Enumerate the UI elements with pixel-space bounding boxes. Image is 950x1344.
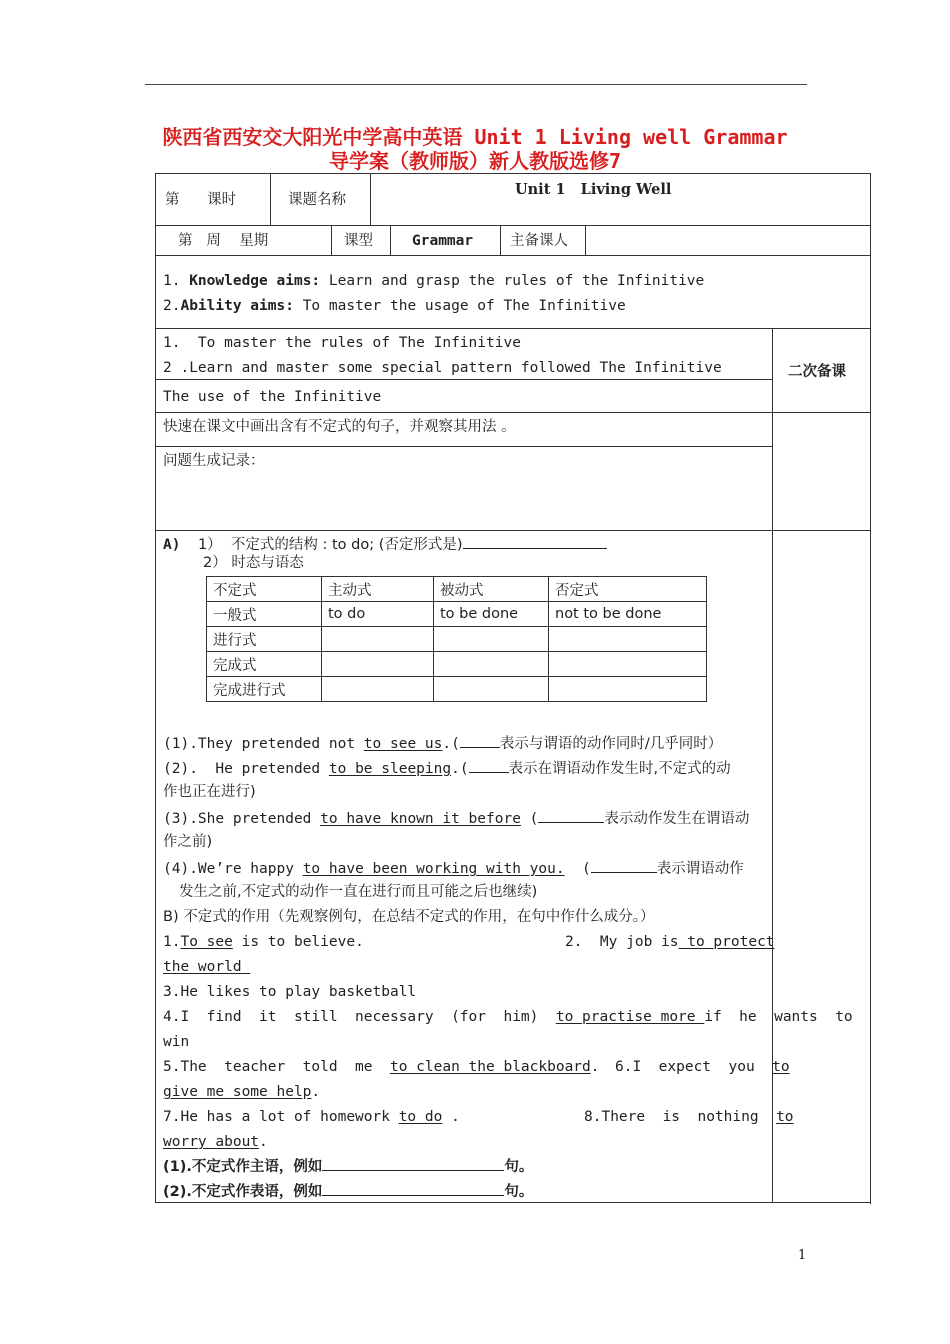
answer-blank[interactable] [469,758,509,773]
table-row [207,602,707,627]
table-cell: to do [322,602,434,627]
sentence-6: 6.I expect you to [615,1059,790,1075]
table-cell[interactable] [549,677,707,702]
topic-value: Unit 1 Living Well [515,181,672,198]
sentence-3: 3.He likes to play basketball [163,984,417,1000]
ability-aims: 2.Ability aims: To master the usage of The Infinitive [163,298,626,314]
table-cell[interactable] [549,652,707,677]
table-cell: 进行式 [207,627,322,652]
knowledge-aims: 1. Knowledge aims: Learn and grasp the rules of the Infinitive [163,273,705,289]
problem-record-label: 问题生成记录： [163,453,265,469]
sentence-2: 2. My job is to protect [565,934,775,950]
answer-blank[interactable] [322,1156,504,1171]
table-cell: 完成进行式 [207,677,322,702]
sentence-8: 8.There is nothing to [584,1109,794,1125]
answer-blank[interactable] [538,808,604,823]
doc-title-line1: 陕西省西安交大阳光中学高中英语 Unit 1 Living well Grammar [162,125,788,149]
example-2-cont: 作也正在进行) [163,784,256,800]
table-cell[interactable] [322,652,434,677]
focus-line-1: 1. To master the rules of The Infinitive [163,335,521,351]
table-cell: 一般式 [207,602,322,627]
sentence-2-cont: the world [163,959,251,975]
section-b-heading: B) 不定式的作用（先观察例句，在总结不定式的作用，在句中作什么成分。） [163,909,655,925]
lesson-label: 第 课时 [165,192,237,208]
table-row [207,627,707,652]
table-row [207,677,707,702]
answer-blank[interactable] [460,733,500,748]
table-cell: to be done [434,602,549,627]
table-cell: not to be done [549,602,707,627]
table-cell: 主动式 [322,577,434,602]
table-cell[interactable] [549,627,707,652]
week-label: 第 周 星期 [178,233,269,249]
sentence-5: 5.The teacher told me to clean the blackboard. [163,1059,600,1075]
sentence-1: 1.To see is to believe. [163,934,364,950]
example-3-cont: 作之前) [163,834,213,850]
page-number: 1 [798,1248,807,1263]
sentence-4-cont: win [163,1034,190,1050]
table-cell[interactable] [434,677,549,702]
difficulty-line: The use of the Infinitive [163,389,382,405]
example-4-cont: 发生之前,不定式的动作一直在进行而且可能之后也继续) [179,884,538,900]
doc-title-line2: 导学案（教师版）新人教版选修7 [328,149,622,173]
preview-task: 快速在课文中画出含有不定式的句子，并观察其用法 。 [163,419,516,435]
table-cell: 完成式 [207,652,322,677]
sentence-4: 4.I find it still necessary (for him) to practise more if he wants to [163,1009,853,1025]
example-1: (1).They pretended not to see us.( 表示与谓语的动作同时/几乎同时） [163,733,722,754]
type-label: 课型 [344,233,373,249]
focus-line-2: 2 .Learn and master some special pattern followed The Infinitive [163,360,722,376]
table-header-row [207,577,707,602]
table-cell[interactable] [322,677,434,702]
infinitive-forms-table [206,576,707,702]
type-value: Grammar [412,233,474,249]
table-cell: 被动式 [434,577,549,602]
aims-box [155,255,871,329]
table-row [207,652,707,677]
header-row-1 [155,173,871,226]
table-cell[interactable] [434,652,549,677]
answer-blank[interactable] [322,1181,504,1196]
sentence-8-cont: worry about. [163,1134,268,1150]
summary-2: (2).不定式作表语，例如 句。 [163,1181,533,1202]
item-1-structure: A) 1） 不定式的结构 : to do; (否定形式是) [163,534,607,555]
preparer-label: 主备课人 [510,233,568,249]
negative-form-blank[interactable] [463,534,607,549]
top-rule [145,84,807,85]
topic-label: 课题名称 [288,192,346,208]
table-cell: 否定式 [549,577,707,602]
table-cell: 不定式 [207,577,322,602]
second-prep-label: 二次备课 [788,364,846,380]
sentence-7: 7.He has a lot of homework to do . [163,1109,460,1125]
summary-1: (1).不定式作主语，例如 句。 [163,1156,533,1177]
answer-blank[interactable] [591,858,657,873]
sentence-6-cont: give me some help. [163,1084,321,1100]
example-3: (3).She pretended to have known it before ( 表示动作发生在谓语动 [163,808,749,829]
table-cell[interactable] [434,627,549,652]
example-2: (2). He pretended to be sleeping.( 表示在谓语动作发生时,不定式的动 [163,758,731,779]
table-cell[interactable] [322,627,434,652]
example-4: (4).We’re happy to have been working with you. ( 表示谓语动作 [163,858,744,879]
item-2-tense-voice: 2） 时态与语态 [203,555,304,571]
